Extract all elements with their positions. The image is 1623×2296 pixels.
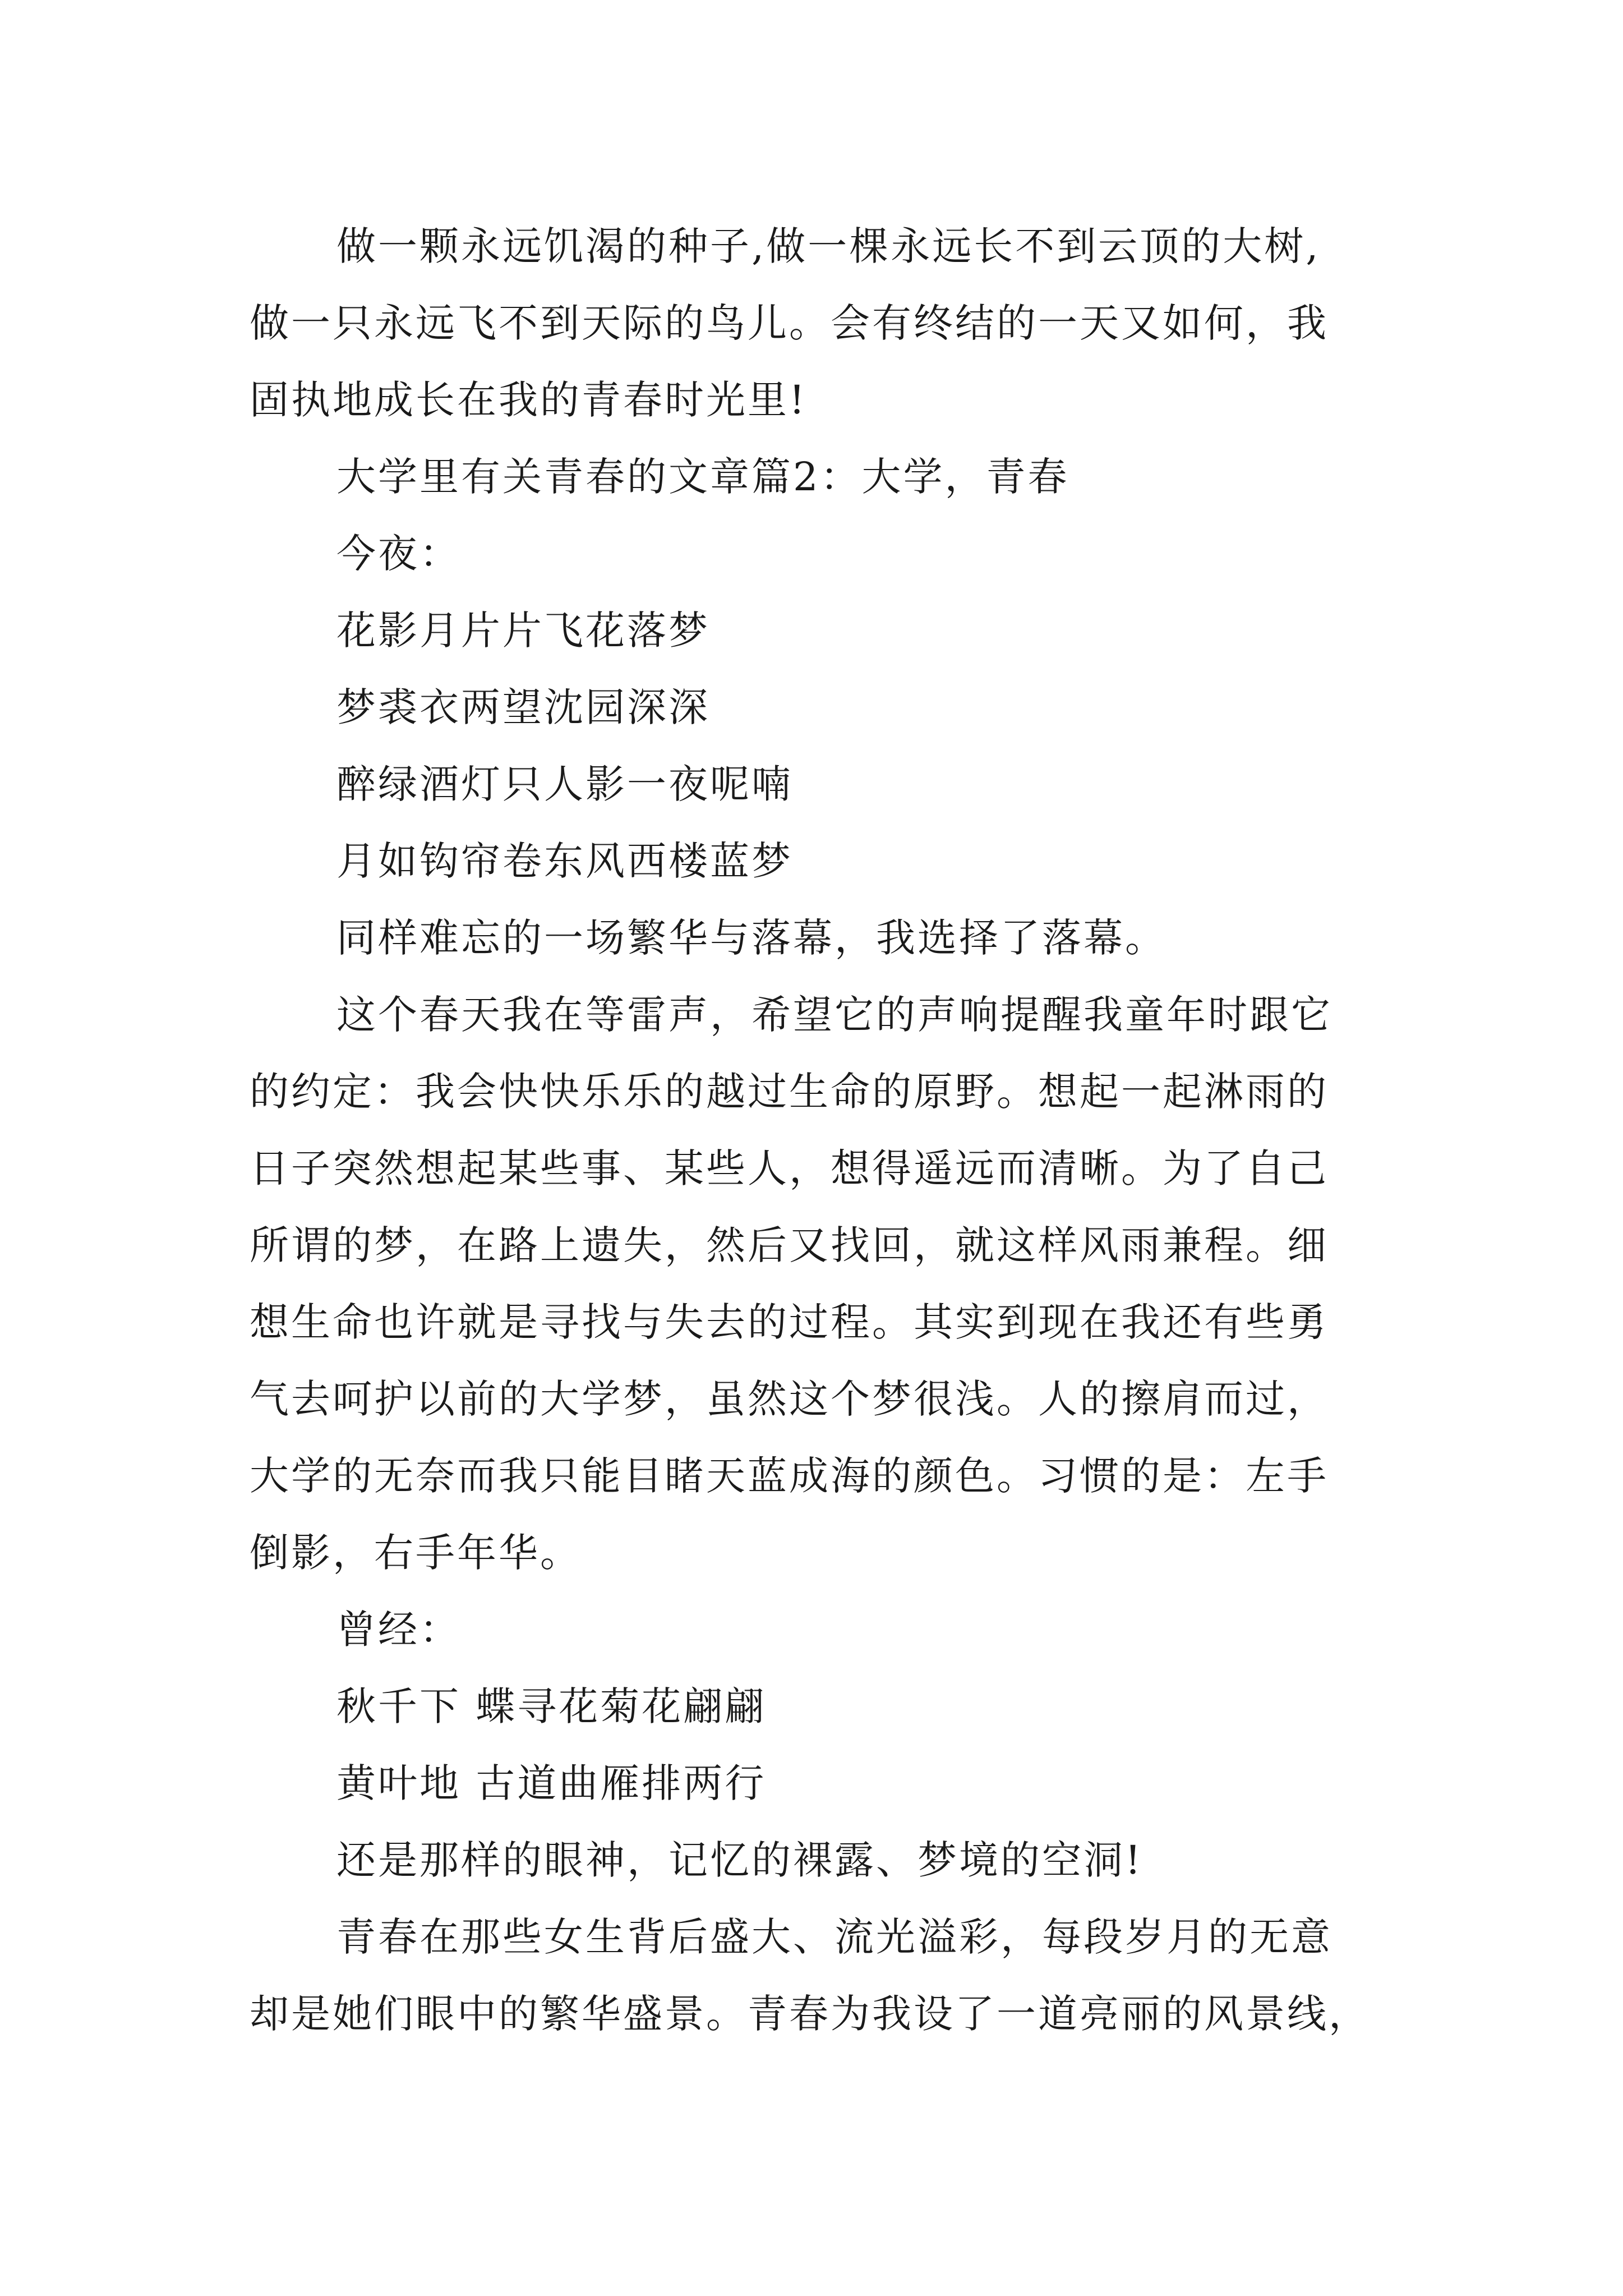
text-line: 所谓的梦，在路上遗失，然后又找回，就这样风雨兼程。细 <box>250 1222 1329 1268</box>
text-line: 倒影，右手年华。 <box>250 1530 582 1576</box>
section-heading: 大学里有关青春的文章篇2：大学，青春 <box>336 454 1069 500</box>
text-line: 做一只永远飞不到天际的鸟儿。会有终结的一天又如何，我 <box>250 300 1329 346</box>
poem-line: 黄叶地 古道曲雁排两行 <box>336 1760 767 1806</box>
poem-line: 花影月片片飞花落梦 <box>336 608 710 654</box>
text-line: 却是她们眼中的繁华盛景。青春为我设了一道亮丽的风景线， <box>250 1991 1370 2037</box>
text-line: 日子突然想起某些事、某些人，想得遥远而清晰。为了自己 <box>250 1145 1329 1191</box>
text-line: 气去呵护以前的大学梦，虽然这个梦很浅。人的擦肩而过， <box>250 1376 1329 1422</box>
text-line: 固执地成长在我的青春时光里! <box>250 377 808 423</box>
text-line: 做一颗永远饥渴的种子,做一棵永远长不到云顶的大树, <box>336 223 1321 269</box>
text-line: 青春在那些女生背后盛大、流光溢彩，每段岁月的无意 <box>336 1914 1332 1960</box>
poem-line: 月如钩帘卷东风西楼蓝梦 <box>336 838 793 884</box>
text-line: 曾经： <box>336 1607 461 1653</box>
text-line: 这个春天我在等雷声，希望它的声响提醒我童年时跟它 <box>336 992 1332 1038</box>
poem-line: 秋千下 蝶寻花菊花翩翩 <box>336 1683 767 1729</box>
text-line: 大学的无奈而我只能目睹天蓝成海的颜色。习惯的是：左手 <box>250 1453 1329 1499</box>
text-line: 想生命也许就是寻找与失去的过程。其实到现在我还有些勇 <box>250 1299 1329 1345</box>
text-line: 还是那样的眼神，记忆的裸露、梦境的空洞! <box>336 1837 1144 1883</box>
text-line: 今夜： <box>336 531 461 577</box>
text-line: 的约定：我会快快乐乐的越过生命的原野。想起一起淋雨的 <box>250 1069 1329 1115</box>
poem-line: 醉绿酒灯只人影一夜呢喃 <box>336 761 793 807</box>
text-line: 同样难忘的一场繁华与落幕，我选择了落幕。 <box>336 915 1166 961</box>
poem-line: 梦裘衣两望沈园深深 <box>336 684 710 730</box>
